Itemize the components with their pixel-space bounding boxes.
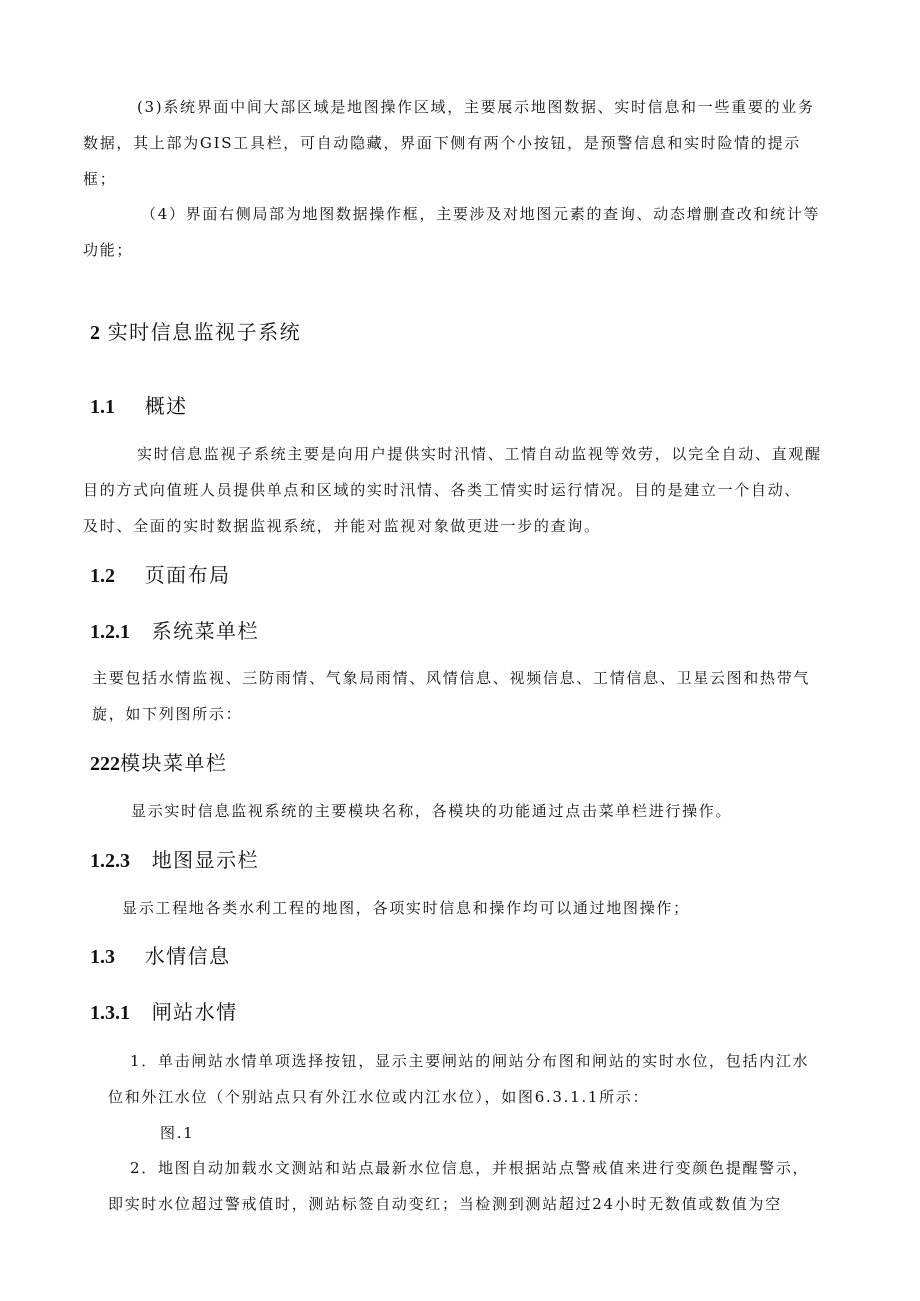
section-number: 222 — [90, 753, 120, 775]
section-title: 闸站水情 — [151, 1000, 238, 1024]
overview-para-line2: 目的方式向值班人员提供单点和区域的实时汛情、各类工情实时运行情况。目的是建立一个自动、 — [83, 481, 802, 499]
step2-line1: 2．地图自动加载水文测站和站点最新水位信息，并根据站点警戒值来进行变颜色提醒警示， — [130, 1159, 810, 1177]
chapter-title: 实时信息监视子系统 — [107, 320, 302, 344]
section-number: 1.2.3 — [90, 850, 130, 872]
module-menu-para-line1: 显示实时信息监视系统的主要模块名称，各模块的功能通过点击菜单栏进行操作。 — [131, 802, 733, 820]
section-title: 模块菜单栏 — [120, 751, 228, 775]
section-heading-1-2-1 — [90, 617, 259, 646]
section-title: 系统菜单栏 — [151, 619, 260, 643]
section-number: 1.3.1 — [90, 1002, 130, 1024]
section-number: 1.2 — [90, 565, 115, 587]
step2-line2: 即实时水位超过警戒值时，测站标签自动变红；当检测到测站超过24小时无数值或数值为空 — [108, 1195, 782, 1213]
map-para-line1: 显示工程地各类水利工程的地图，各项实时信息和操作均可以通过地图操作； — [122, 899, 690, 917]
menu-para-line1: 主要包括水情监视、三防雨情、气象局雨情、风情信息、视频信息、工情信息、卫星云图和热带气 — [92, 669, 811, 687]
chapter-number: 2 — [90, 322, 100, 344]
section-title: 水情信息 — [144, 944, 231, 968]
section-number: 1.1 — [90, 396, 115, 418]
section-title: 地图显示栏 — [151, 848, 260, 872]
section-number: 1.2.1 — [90, 621, 130, 643]
section-title: 页面布局 — [144, 563, 231, 587]
menu-para-line2: 旋，如下列图所示： — [92, 705, 243, 723]
section-title: 概述 — [144, 394, 188, 418]
section-heading-1-2-3 — [90, 846, 259, 875]
step1-line1: 1．单击闸站水情单项选择按钮，显示主要闸站的闸站分布图和闸站的实时水位，包括内江水 — [130, 1052, 810, 1070]
item3-line1: (3)系统界面中间大部区域是地图操作区域，主要展示地图数据、实时信息和一些重要的业务 — [137, 98, 815, 116]
item4-line2: 功能； — [83, 241, 134, 259]
figure-label: 图.1 — [160, 1124, 195, 1142]
item3-line2: 数据，其上部为GIS工具栏，可自动隐藏，界面下侧有两个小按钮，是预警信息和实时险情的提示 — [83, 134, 801, 152]
section-heading-1-3 — [90, 942, 231, 971]
item4-line1: （4）界面右侧局部为地图数据操作框，主要涉及对地图元素的查询、动态增删查改和统计等 — [141, 205, 821, 223]
section-heading-1-2 — [90, 561, 231, 590]
section-heading-1-1 — [90, 392, 188, 421]
step1-line2: 位和外江水位（个别站点只有外江水位或内江水位），如图6.3.1.1所示： — [108, 1088, 650, 1106]
section-heading-1-3-1 — [90, 998, 238, 1027]
overview-para-line3: 及时、全面的实时数据监视系统，并能对监视对象做更进一步的查询。 — [83, 517, 601, 535]
section-heading-222 — [90, 749, 228, 778]
chapter-heading — [90, 318, 301, 347]
section-number: 1.3 — [90, 946, 115, 968]
item3-line3: 框； — [83, 170, 117, 188]
overview-para-line1: 实时信息监视子系统主要是向用户提供实时汛情、工情自动监视等效劳，以完全自动、直观醒 — [137, 445, 822, 463]
